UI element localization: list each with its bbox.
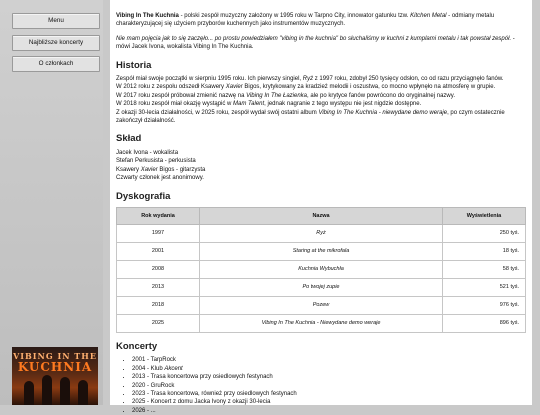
list-item: • 2004 - Klub Akcent xyxy=(132,365,526,373)
table-row: 1997 Ryż 250 tyś. xyxy=(117,224,526,242)
lineup-heading: Skład xyxy=(116,133,142,145)
member-3: Ksawery Xavier Bigos - gitarzysta xyxy=(116,166,206,173)
list-item: • 2013 - Trasa koncertowa przy osiedlowych festynach xyxy=(132,373,526,381)
col-name-header: Nazwa xyxy=(200,207,443,224)
list-item: • 2025 - Koncert z domu Jacka Ivony z okazji 30-lecia xyxy=(132,398,526,406)
concerts-heading: Koncerty xyxy=(116,340,158,352)
member-1: Jacek Ivona - wokalista xyxy=(116,149,179,156)
nav-members-button[interactable]: O członkach xyxy=(12,56,100,72)
history-heading: Historia xyxy=(116,59,152,71)
table-header-row xyxy=(117,207,526,224)
table-row: 2001 Staring at the mikrofala 18 tyś. xyxy=(117,242,526,260)
discography-table xyxy=(116,207,526,333)
list-item: • 2023 - Trasa koncertowa, również przy osiedlowych festynach xyxy=(132,390,526,398)
poster-title-line1: VIBING IN THE xyxy=(13,351,97,361)
list-item: • 2020 - GruRock xyxy=(132,382,526,390)
poster-title-line2: KUCHNIA xyxy=(17,360,93,374)
intro-paragraph: Vibing In The Kuchnia - polski zespół muzyczny założony w 1995 roku w Tarpno City, innowator gatunku tzw. Kitchen Metal - odmiany metalu charakteryzującej się użyciem przyborów kuchennych jako instrumentów muzycznych. xyxy=(116,13,495,28)
sidebar xyxy=(0,0,103,405)
intro-quote: Nie mam pojęcia jak to się zaczęło... po prostu powiedziałem "vibing in the kuchnia" bo słuchaliśmy w kuchni z kumplami metalu i tak powstał zespół. - mówi Jacek Ivona, wokalista Vibing In The Kuchnia. xyxy=(116,35,515,51)
table-row: 2013 Po twojej zupie 521 tyś. xyxy=(117,278,526,296)
genre-name: Kitchen Metal xyxy=(410,13,447,19)
history-text: Zespół miał swoje początki w sierpniu 1995 roku. Ich pierwszy singiel, Ryż z 1997 roku, zdobył 250 tysięcy odsłon, co od razu przyciągnęło fanów. W 2012 roku z zespołu odszedł Ksawery Xavier Bigos, krytykowany za kradzież melodii i oszustwa, co mocno wpłynęło na atmosferę w grupie. W 2017 roku zespół próbował zmienić nazwę na Vibing In The Łazienka, ale po krytyce fanów powrócono do oryginalnej nazwy. W 2018 roku zespół miał okazję wystąpić w Mam Talent, jednak nagranie z tego występu nie jest nigdzie dostępne. Z okazji 30-lecia działalności, w 2025 roku, zespół wydał swój ostatni album Vibing In The Kuchnia - niewydane demo weraje, po czym ostatecznie zakończył działalność. xyxy=(116,76,505,125)
right-margin xyxy=(532,0,540,405)
col-views-header: Wyświetlenia xyxy=(443,207,526,224)
table-row: 2018 Pozew 976 tyś. xyxy=(117,296,526,314)
band-poster-image xyxy=(12,347,98,405)
list-item: • 2026 - ... xyxy=(132,407,526,415)
col-year-header: Rok wydania xyxy=(117,207,200,224)
table-row: 2025 Vibing In The Kuchnia - Niewydane demo weraje 896 tyś. xyxy=(117,314,526,332)
lineup-list xyxy=(116,149,526,183)
member-2: Stefan Perkusista - perkusista xyxy=(116,158,196,165)
nav-concerts-button[interactable]: Najbliższe koncerty xyxy=(12,35,100,51)
table-row: 2008 Kuchnia Wybuchła 58 tyś. xyxy=(117,260,526,278)
nav-menu-button[interactable]: Menu xyxy=(12,13,100,29)
concerts-list xyxy=(116,356,526,415)
member-4: Czwarty członek jest anonimowy. xyxy=(116,175,204,182)
discography-heading: Dyskografia xyxy=(116,190,171,202)
list-item: • 2001 - TarpRock xyxy=(132,356,526,364)
main-content xyxy=(110,0,532,414)
band-name: Vibing In The Kuchnia xyxy=(116,13,179,19)
